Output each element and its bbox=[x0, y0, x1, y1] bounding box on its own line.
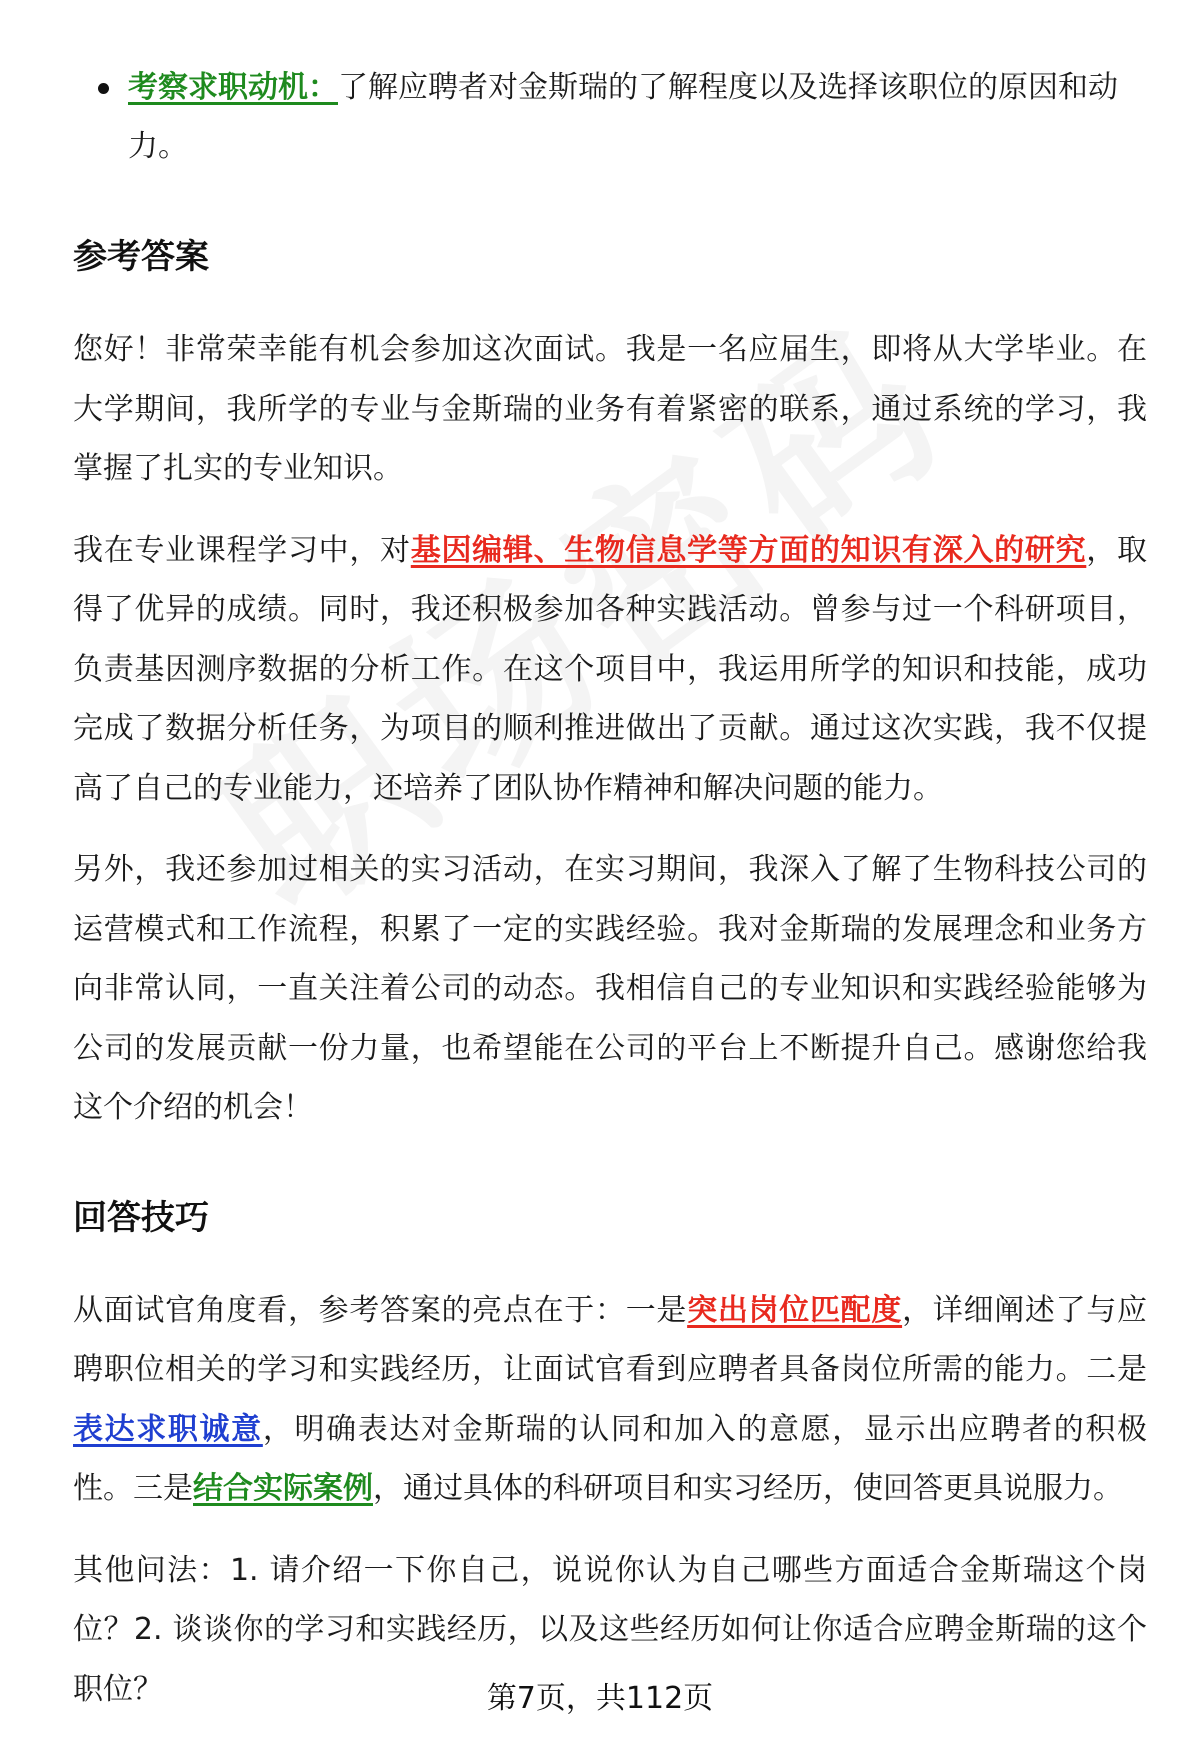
tips-highlight-sincerity: 表达求职诚意 bbox=[73, 1411, 263, 1447]
answer-paragraph-1: 您好！非常荣幸能有机会参加这次面试。我是一名应届生，即将从大学毕业。在大学期间，我所学的专业与金斯瑞的业务有着紧密的联系，通过系统的学习，我掌握了扎实的专业知识。 bbox=[73, 332, 1147, 486]
answer-p2-rest: ，取得了优异的成绩。同时，我还积极参加各种实践活动。曾参与过一个科研项目，负责基因测序数据的分析工作。在这个项目中，我运用所学的知识和技能，成功完成了数据分析任务，为项目的顺利推进做出了贡献。通过这次实践，我不仅提高了自己的专业能力，还培养了团队协作精神和解决问题的能力。 bbox=[73, 532, 1148, 806]
heading-answer-tips: 回答技巧 bbox=[73, 1197, 209, 1238]
other-questions: 其他问法：1. 请介绍一下你自己，说说你认为自己哪些方面适合金斯瑞这个岗位？2. 谈谈你的学习和实践经历，以及这些经历如何让你适合应聘金斯瑞的这个职位？ bbox=[73, 1552, 1147, 1707]
answer-p2-intro: 我在专业课程学习中，对 bbox=[73, 532, 411, 568]
tips-text-2: ，详细阐述了与应聘职位相关的学习和实践经历，让面试官看到应聘者具备岗位所需的能力。二是 bbox=[73, 1292, 1148, 1387]
tips-text-3: ，明确表达对金斯瑞的认同和加入的意愿，显示出应聘者的积极性。三是 bbox=[73, 1411, 1148, 1506]
tips-text-4: ，通过具体的科研项目和实习经历，使回答更具说服力。 bbox=[373, 1471, 1123, 1506]
heading-reference-answer: 参考答案 bbox=[73, 237, 209, 277]
answer-paragraph-2 bbox=[73, 521, 1147, 819]
tips-paragraph bbox=[73, 1281, 1147, 1519]
bullet-item-motivation bbox=[73, 58, 1147, 176]
bullet-dot-icon bbox=[98, 83, 109, 94]
page-content bbox=[73, 58, 1147, 1719]
tips-highlight-cases: 结合实际案例 bbox=[193, 1471, 373, 1506]
tips-highlight-job-match: 突出岗位匹配度 bbox=[687, 1292, 903, 1328]
answer-p2-highlight: 基因编辑、生物信息学等方面的知识有深入的研究 bbox=[410, 532, 1087, 568]
answer-paragraph-3: 另外，我还参加过相关的实习活动，在实习期间，我深入了解了生物科技公司的运营模式和工作流程，积累了一定的实践经验。我对金斯瑞的发展理念和业务方向非常认同，一直关注着公司的动态。我相信自己的专业知识和实践经验能够为公司的发展贡献一份力量，也希望能在公司的平台上不断提升自己。感谢您给我这个介绍的机会！ bbox=[73, 852, 1147, 1125]
bullet-text: 了解应聘者对金斯瑞的了解程度以及选择该职位的原因和动力。 bbox=[128, 70, 1118, 164]
tips-text-1: 从面试官角度看，参考答案的亮点在于：一是 bbox=[73, 1292, 688, 1328]
page-number: 第7页，共112页 bbox=[486, 1681, 714, 1716]
bullet-label: 考察求职动机： bbox=[128, 70, 338, 105]
